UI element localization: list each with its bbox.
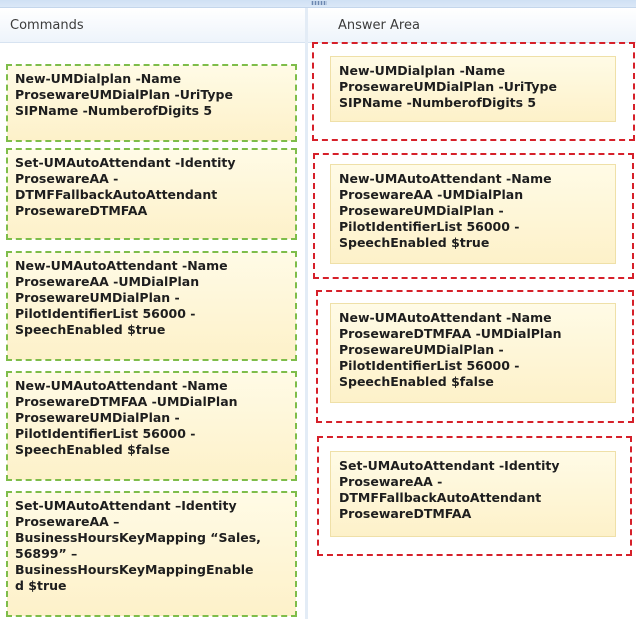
answer-tile[interactable]: New-UMAutoAttendant -Name ProsewareAA -UMDialPlan ProsewareUMDialPlan - PilotIdentifierList 56000 - SpeechEnabled $true [330, 164, 616, 264]
command-tile[interactable]: Set-UMAutoAttendant -Identity ProsewareAA - DTMFFallbackAutoAttendant ProsewareDTMFAA [7, 149, 296, 239]
command-tile[interactable]: New-UMAutoAttendant -Name ProsewareAA -UMDialPlan ProsewareUMDialPlan - PilotIdentifierList 56000 - SpeechEnabled $true [7, 252, 296, 360]
answer-tile[interactable]: New-UMAutoAttendant -Name ProsewareDTMFAA -UMDialPlan ProsewareUMDialPlan - PilotIdentifierList 56000 - SpeechEnabled $false [330, 303, 616, 403]
command-tile[interactable]: New-UMAutoAttendant -Name ProsewareDTMFAA -UMDialPlan ProsewareUMDialPlan - PilotIdentifierList 56000 - SpeechEnabled $false [7, 372, 296, 480]
answer-area-header [308, 8, 636, 43]
command-tile[interactable]: Set-UMAutoAttendant –Identity ProsewareAA – BusinessHoursKeyMapping “Sales, 56899” – BusinessHoursKeyMappingEnable d $true [7, 492, 296, 616]
commands-title: Commands [10, 18, 84, 33]
answer-area-title: Answer Area [338, 18, 420, 33]
command-tile[interactable]: New-UMDialplan -Name ProsewareUMDialPlan -UriType SIPName -NumberofDigits 5 [7, 65, 296, 141]
commands-panel [0, 8, 305, 619]
top-splitter-bar[interactable] [0, 0, 636, 8]
answer-tile[interactable]: Set-UMAutoAttendant -Identity ProsewareAA - DTMFFallbackAutoAttendant ProsewareDTMFAA [330, 451, 616, 537]
answer-tile[interactable]: New-UMDialplan -Name ProsewareUMDialPlan -UriType SIPName -NumberofDigits 5 [330, 56, 616, 122]
answer-area-panel [308, 8, 636, 619]
grip-handle-icon[interactable] [311, 1, 327, 5]
commands-header [0, 8, 305, 43]
